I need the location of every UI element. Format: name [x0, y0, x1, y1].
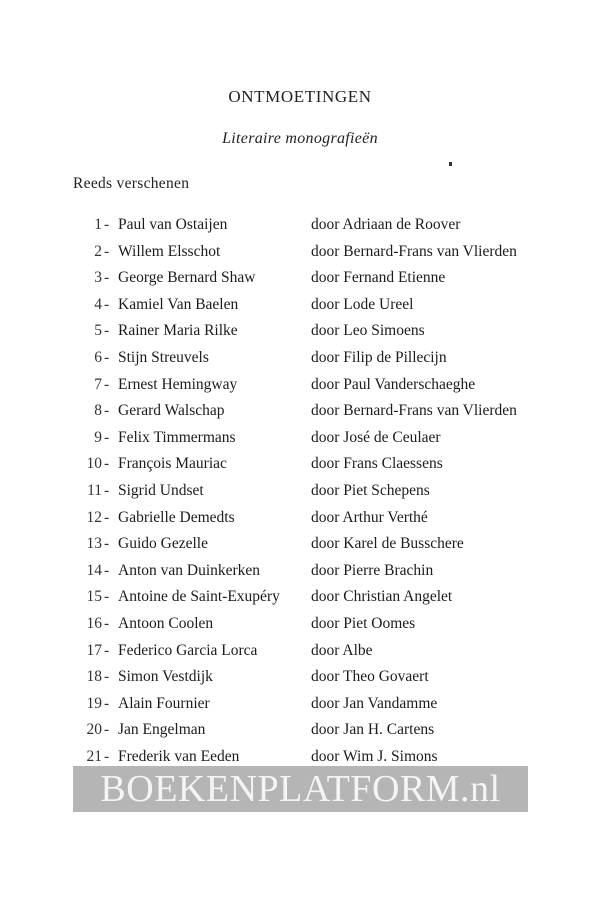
entry-number: 15 [86, 588, 102, 606]
list-item [0, 398, 600, 425]
entry-dash: - [104, 694, 110, 712]
entry-dash: - [104, 375, 110, 393]
entry-number: 1 [94, 216, 102, 233]
list-item [0, 558, 600, 585]
entry-author: door Pierre Brachin [311, 561, 434, 579]
entry-subject: Frederik van Eeden [118, 747, 240, 765]
entry-subject: Antoon Coolen [118, 614, 214, 632]
list-item [0, 638, 600, 665]
entry-number: 12 [86, 508, 102, 526]
entry-number: 3 [94, 269, 102, 287]
entry-number: 16 [86, 614, 102, 632]
entry-author: door Leo Simoens [311, 322, 425, 340]
print-speck [449, 162, 452, 166]
list-item [0, 584, 600, 611]
list-item [0, 425, 600, 452]
entry-dash: - [104, 668, 110, 686]
series-subtitle: Literaire monografieën [222, 130, 378, 147]
entry-subject: Anton van Duinkerken [118, 561, 261, 579]
entry-number: 4 [94, 295, 102, 313]
entry-number: 14 [86, 561, 102, 579]
entry-author: door Fernand Etienne [311, 269, 446, 287]
entry-author: door Jan H. Cartens [311, 721, 435, 739]
list-item [0, 478, 600, 505]
entry-subject: Antoine de Saint-Exupéry [118, 588, 280, 606]
entry-dash: - [104, 481, 110, 499]
entry-subject: Federico Garcia Lorca [118, 641, 258, 659]
entry-dash: - [104, 455, 110, 473]
entry-author: door José de Ceulaer [311, 428, 441, 446]
entry-subject: Felix Timmermans [118, 428, 236, 446]
list-item [0, 212, 600, 239]
entry-dash: - [104, 269, 110, 287]
entry-author: door Piet Schepens [311, 481, 430, 499]
list-item [0, 345, 600, 372]
entry-number: 6 [94, 348, 102, 366]
entry-dash: - [104, 535, 110, 553]
entry-number: 19 [86, 694, 102, 712]
list-item [0, 664, 600, 691]
entry-dash: - [104, 641, 110, 659]
list-item [0, 372, 600, 399]
entry-author: door Frans Claessens [311, 455, 443, 473]
entry-author: door Albe [311, 641, 373, 659]
entry-dash: - [104, 295, 110, 313]
entry-subject: Sigrid Undset [118, 481, 204, 499]
entry-subject: Stijn Streuvels [118, 348, 209, 366]
entry-subject: Alain Fournier [118, 694, 210, 712]
entry-dash: - [104, 721, 110, 739]
entry-author: door Jan Vandamme [311, 694, 438, 712]
list-item [0, 451, 600, 478]
entry-number: 20 [86, 721, 102, 739]
list-item [0, 611, 600, 638]
entry-subject: Rainer Maria Rilke [118, 322, 238, 340]
entry-number: 7 [94, 375, 102, 393]
list-item [0, 717, 600, 744]
entry-author: door Arthur Verthé [311, 508, 428, 526]
entry-author: door Bernard-Frans van Vlierden [311, 242, 517, 260]
entry-number: 11 [87, 481, 102, 499]
entry-number: 5 [94, 322, 102, 340]
entry-number: 2 [94, 242, 102, 260]
list-item [0, 239, 600, 266]
list-item [0, 531, 600, 558]
entry-author: door Wim J. Simons [311, 747, 438, 765]
entry-dash: - [104, 428, 110, 446]
entry-author: door Christian Angelet [311, 588, 453, 606]
series-title: ONTMOETINGEN [228, 87, 372, 106]
entry-subject: Willem Elsschot [118, 242, 221, 260]
entry-number: 8 [94, 402, 102, 420]
entry-subject: Kamiel Van Baelen [118, 295, 239, 313]
entry-subject: François Mauriac [118, 455, 227, 473]
entry-number: 9 [94, 428, 102, 446]
entry-subject: Jan Engelman [118, 721, 206, 739]
entry-number: 13 [86, 535, 102, 553]
entry-subject: Guido Gezelle [118, 535, 208, 553]
entry-subject: George Bernard Shaw [118, 269, 256, 287]
list-item [0, 691, 600, 718]
entry-dash: - [104, 614, 110, 632]
entry-author: door Adriaan de Roover [311, 216, 461, 233]
list-item [0, 505, 600, 532]
entry-dash: - [104, 588, 110, 606]
entry-dash: - [104, 348, 110, 366]
entry-author: door Filip de Pillecijn [311, 348, 447, 366]
entry-author: door Paul Vanderschaeghe [311, 375, 476, 393]
list-item [0, 318, 600, 345]
entry-author: door Piet Oomes [311, 614, 416, 632]
entry-dash: - [104, 402, 110, 420]
list-item [0, 265, 600, 292]
entry-subject: Paul van Ostaijen [118, 216, 228, 233]
entry-dash: - [104, 242, 110, 260]
publication-list [0, 212, 600, 770]
entry-number: 18 [86, 668, 102, 686]
entry-dash: - [104, 508, 110, 526]
entry-subject: Ernest Hemingway [118, 375, 238, 393]
watermark-banner: BOEKENPLATFORM.nl [73, 766, 528, 812]
entry-number: 17 [86, 641, 102, 659]
entry-author: door Lode Ureel [311, 295, 414, 313]
entry-dash: - [104, 322, 110, 340]
entry-author: door Karel de Busschere [311, 535, 464, 553]
entry-number: 10 [86, 455, 102, 473]
entry-subject: Gabrielle Demedts [118, 508, 235, 526]
section-label: Reeds verschenen [73, 175, 190, 192]
entry-number: 21 [86, 747, 102, 765]
entry-subject: Gerard Walschap [118, 402, 225, 420]
entry-author: door Bernard-Frans van Vlierden [311, 402, 517, 420]
list-item [0, 292, 600, 319]
entry-dash: - [104, 561, 110, 579]
entry-dash: - [104, 747, 110, 765]
entry-dash: - [104, 216, 110, 233]
entry-author: door Theo Govaert [311, 668, 429, 686]
entry-subject: Simon Vestdijk [118, 668, 213, 686]
